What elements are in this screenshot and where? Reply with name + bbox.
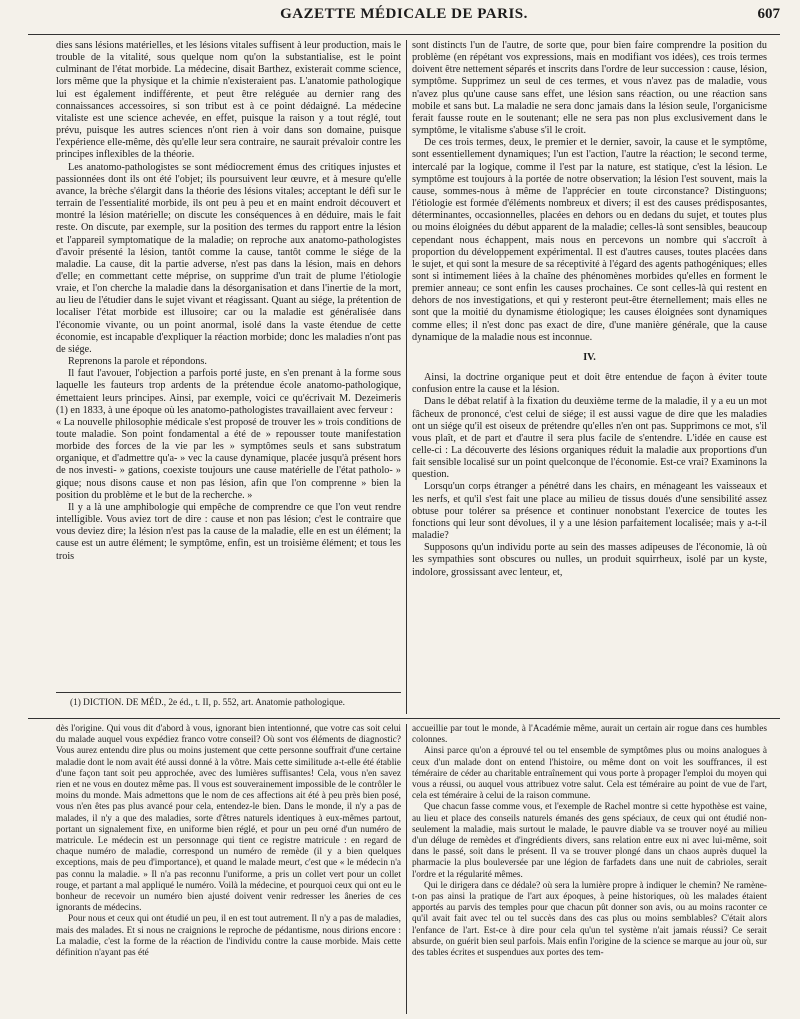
paragraph: Reprenons la parole et répondons.	[68, 356, 207, 368]
section-heading: IV.	[583, 351, 596, 363]
header-rule	[28, 34, 780, 35]
paragraph: Lorsqu'un corps étranger a pénétré dans les chairs, en ménageant les vaisseaux et les nerfs, et qu'il s'est fait une place au milieu de tissus doués d'une sensibilité assez obtuse pour tolérer sa présence et continuer nonobstant l'exercice de toutes les fonctions qui leur sont dévolues, il y a une lésion parfaitement localisée; mais y a-t-il maladie?	[412, 481, 767, 542]
column-separator	[406, 724, 407, 1014]
paragraph: Pour nous et ceux qui ont étudié un peu, il en est tout autrement. Il n'y a pas de maladies, mais des malades. Et si nous ne craignions le reproche de pédantisme, nous dirions encore : La maladie, c'est la forme de la réaction de l'individu contre la cause morbide. Mais cette définition n'ayant pas été	[56, 914, 401, 959]
paragraph: accueillie par tout le monde, à l'Académie même, aurait un certain air rogue dans ces humbles colonnes.	[412, 724, 767, 746]
paragraph: sont distincts l'un de l'autre, de sorte que, pour bien faire comprendre la position du problème (en répétant vos expressions, mais en modifiant vos idées), ces trois termes doivent être nettement séparés et inscrits dans l'ordre de leur succession : cause, lésion, symptôme. Supprimez un seul de ces termes, et vous n'avez pas de maladie, vous n'avez plus qu'une cause sans effet, une lésion sans réaction, ou une réaction sans mobile et sans but. La maladie ne sera donc jamais dans la lésion seule, l'organicisme ferait fausse route en le soutenant; elle ne sera pas non plus exclusivement dans le symptôme, le vitalisme s'abuse s'il le croit.	[412, 40, 767, 137]
paragraph: Dans le débat relatif à la fixation du deuxième terme de la maladie, il y a eu un mot fâcheux de prononcé, c'est celui de siége; il est aussi vague de dire que les maladies ont un siége qu'il est oiseux de prétendre qu'elles n'en ont pas. Supprimons ce mot, s'il vous plaît, et de part et d'autre il sera plus facile de s'entendre. L'idée en cause est celle-ci : La découverte des lésions organiques réduit la maladie aux proportions d'un fait sensible localisé sur un point quelconque de l'économie. Est-ce vrai? Examinons la question.	[412, 396, 767, 481]
paragraph: Il faut l'avouer, l'objection a parfois porté juste, en s'en prenant à la forme sous laquelle les fauteurs trop ardents de la prétendue école anatomo-pathologique, émettaient leurs principes. Ainsi, par exemple, voici ce qu'écrivait M. Dezeimeris (1) en 1833, à une époque où les anatomo-pathologistes travaillaient avec ferveur :	[56, 368, 401, 416]
paragraph: Que chacun fasse comme vous, et l'exemple de Rachel montre si cette hypothèse est vaine, au lieu et place des conseils naturels émanés des gens spéciaux, de ceux qui ont étudié non-seulement la maladie, mais surtout le malade, le pauvre diable va se trouver noyé au milieu d'un déluge de remèdes et d'ingrédients divers, sans relation entre eux ni avec lui-même, soit dans le passé, soit dans le présent. Il va se trouver plongé dans un chaos auprès duquel la pharmacie la plus bouleversée par une légion de farfadets dans une nuit de cabrioles, serait l'ordre et la régularité mêmes.	[412, 802, 767, 880]
page-header	[28, 4, 780, 34]
top-left-column	[56, 40, 401, 563]
journal-title: GAZETTE MÉDICALE DE PARIS.	[280, 6, 528, 22]
paragraph: dès l'origine. Qui vous dit d'abord à vous, ignorant bien intentionné, que votre cas soit celui du malade auquel vous expédiez franco votre conseil? Où sont vos éléments de diagnostic? Vous aurez entendu dire plus ou moins justement que cette personne souffrait d'une certaine maladie dont le nom avait été aussi donné à la vôtre. Mais cette similitude a-t-elle été établie d'une façon tant soit peu approchée, avec des lumières suffisantes! Cela, vous n'en savez rien et ne vous en doutez même pas. Il vous est souverainement impossible de le contrôler le moins du monde. Mais admettons que le nom de ces affections ait été à peu près bien posé, vous n'en êtes pas plus avancé pour cela, entendez-le bien. Dans le monde, il n'y a pas de malades, il n'y a que des maladies, sorte d'êtres naturels identiques à eux-mêmes partout, portant un signalement fixe, en uniforme bien réglé, et pour un peu orné d'un numéro de matricule. Le médecin est un personnage qui tient ce registre matricule : en regard de chaque numéro de maladie, correspond un numéro de remède (il y a bien quelques exceptions, mais de peu d'importance), et quand le malade meurt, c'est que « le médecin n'a pas connu la maladie. » Il n'a pas reconnu l'uniforme, a pris un collet vert pour un collet rouge, et partant a mal appliqué le numéro. Voilà la médecine, et pourquoi ceux qui ont eu le bonheur de recevoir un numéro bien ajusté doivent venir redresser les âneries de ces ignorants de médecins.	[56, 724, 401, 914]
bottom-right-column	[412, 724, 767, 959]
column-separator	[406, 40, 407, 714]
paragraph: Supposons qu'un individu porte au sein des masses adipeuses de l'économie, là où les sympathies sont obscures ou nulles, un produit squirrheux, isolé par un kyste, indolore, grossissant avec lenteur, et,	[412, 542, 767, 578]
bottom-left-column	[56, 724, 401, 959]
paragraph: Ainsi, la doctrine organique peut et doit être entendue de façon à éviter toute confusion entre la cause et la lésion.	[412, 372, 767, 396]
section-rule	[28, 718, 780, 719]
page-number: 607	[757, 6, 780, 22]
quotation: « La nouvelle philosophie médicale s'est proposé de trouver les » trois conditions de toute maladie. Son point fondamental a été de » repousser toute manifestation morbide des forces de la vie par les » symptômes seuls et sans substratum organique, et d'admettre qu'a- » vec la cause dynamique, placée jusqu'à présent hors de nos investi- » gations, coexiste toujours une cause matérielle de l'état patholo- » gique; nous disons cause et non pas lésion, afin que l'on comprenne » bien la position du problème et le but de la recherche. »	[56, 416, 401, 501]
paragraph: dies sans lésions matérielles, et les lésions vitales suffisent à leur production, mais le trouble de la vitalité, sous quelque nom qu'on la substantialise, est le point culminant de l'état morbide. La médecine, disait Barthez, existerait comme science, lors même que la physique et la chimie n'existeraient pas. L'anatomie pathologique lui est également indifférente, et peut être reléguée au dernier rang des connaissances accessoires, si son tribut est à ce point dédaigné. La médecine vitaliste est une science achevée, en effet, puisque la raison y a tout réglé, tout prévu, puisque les autres sciences n'ont rien à voir dans son domaine, puisque l'expérience elle-même, dès qu'elle leur sera contraire, ne saurait prévaloir contre les principes inflexibles de la théorie.	[56, 40, 401, 161]
paragraph: Ainsi parce qu'on a éprouvé tel ou tel ensemble de symptômes plus ou moins analogues à ceux d'un malade dont on entend l'histoire, ou même dont on voit les souffrances, il est téméraire de céder au charitable entraînement qui vous porte à propager l'emploi du moyen qui vous a réussi, ou auquel vous attribuez votre salut. Cela est téméraire au point de vue de l'art, cela est téméraire à celui de la raison commune.	[412, 746, 767, 802]
top-right-column	[412, 40, 767, 579]
paragraph: Qui le dirigera dans ce dédale? où sera la lumière propre à indiquer le chemin? Ne ramène-t-on pas ainsi la pratique de l'art aux époques, à peine historiques, où les malades étaient apportés au parvis des temples pour que chacun pût donner son avis, ou au moins raconter ce qu'il avait fait avec tel ou tel succès dans des cas plus ou moins semblables? C'était alors l'enfance de l'art. Est-ce à dire pour cela qu'un tel système n'ait jamais réussi? Ce serait absurde, on guérit bien seul parfois. Mais enfin l'origine de la science se marque au jour où, sur des tables écrites et suspendues aux portes des tem-	[412, 880, 767, 959]
footnote: (1) DICTION. DE MÉD., 2e éd., t. II, p. 552, art. Anatomie pathologique.	[70, 698, 345, 708]
paragraph: De ces trois termes, deux, le premier et le dernier, savoir, la cause et le symptôme, sont essentiellement dynamiques; l'un est l'action, l'autre la réaction; le second terme, intercalé par la logique, comme il l'est par la nature, est statique, c'est la lésion. Le symptôme est toujours à la portée de notre observation; la lésion l'est souvent, mais la cause, sommes-nous à même de l'apprécier en toute circonstance? Distinguons; l'étiologie est formée d'éléments nombreux et divers; il est des causes prédisposantes, déterminantes, occasionnelles, placées en dehors ou en dedans du sujet, et toutes plus ou moins éloignées du début apparent de la maladie; celles-là sont sensibles, beaucoup cependant nous échappent, mais nous en percevons un nombre qui s'accroît à proportion du développement expérimental. Il est d'autres causes, toutes placées dans le sujet, et qui sont la mesure de sa réceptivité à l'égard des agents pathogéniques; elles sont si intimement liées à la chaîne des phénomènes morbides qu'elles en forment le premier anneau; ce sont enfin les causes prochaines. Ce sont celles-là qui restent en dehors de nos investigations, et qui y resteront peut-être éternellement; mais elles ne sont que la moitié du dynamisme étiologique; les causes éloignées sont dynamiques comme elles; il n'est donc pas exact de dire, d'une manière générale, que la cause dynamique de la maladie nous est inconnue.	[412, 137, 767, 343]
paragraph: Il y a là une amphibologie qui empêche de comprendre ce que l'on veut rendre intelligible. Vous aviez tort de dire : cause et non pas lésion; c'est le contraire que vous deviez dire; la lésion n'est pas la cause de la maladie, elle en est un élément; la cause est un autre élément; le symptôme, enfin, est un troisième élément; et tous les trois	[56, 501, 401, 562]
footnote-rule	[56, 692, 401, 693]
paragraph: Les anatomo-pathologistes se sont médiocrement émus des critiques injustes et passionnées dont ils ont été l'objet; ils poursuivent leur œuvre, et à mesure qu'elle avance, la brèche s'élargit dans la théorie des lésions vitales; acceptant le défi sur le terrain de l'essentialité morbide, ils ont peu à peu et en maint endroit découvert et montré la lésion matérielle; on discute les conséquences à en déduire, mais le fait reste. On discute, par exemple, sur la position des termes du rapport entre la lésion et l'appareil symptomatique de la maladie; on reproche aux anatomo-pathologistes d'avoir présenté la lésion, tantôt comme la cause, tantôt comme le siége de la maladie. La cause, dit la partie adverse, n'est pas dans la lésion, mais en dehors d'elle; en commettant cette méprise, on supprime d'un trait de plume l'étiologie vraie, et l'on cherche la maladie dans la désorganisation et dans l'inertie de la mort, au lieu de l'étudier dans le sujet vivant et réagissant. Quant au siége, la prétention de localiser l'état morbide est illusoire; car ou la maladie est généralisée dans l'économie vivante, ou un point anormal, isolé dans la vaste étendue de cette économie, est incapable d'expliquer la réaction morbide; donc les maladies n'ont pas de siége.	[56, 161, 401, 355]
